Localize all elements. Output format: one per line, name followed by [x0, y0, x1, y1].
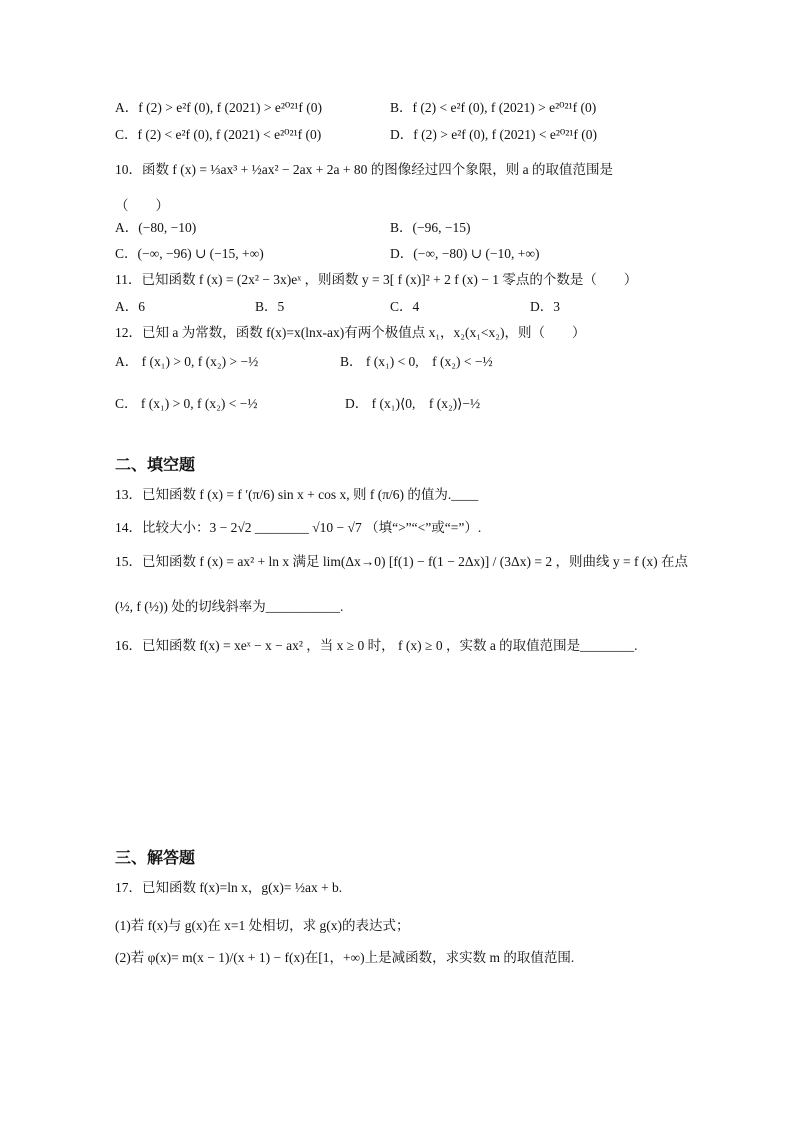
q9-option-a: A．f (2) > e²f (0), f (2021) > e²⁰²¹f (0) — [115, 100, 323, 115]
q14: 14．比较大小：3 − 2√2 ________ √10 − √7 （填“>”“<”或“=”）. — [115, 520, 482, 535]
q12-option-a: A． f (x₁) > 0, f (x₂) > −½ — [115, 354, 259, 369]
q9-option-c: C．f (2) < e²f (0), f (2021) < e²⁰²¹f (0) — [115, 127, 322, 142]
q10-option-b: B．(−96, −15) — [390, 220, 471, 235]
section-fill-in-title: 二、填空题 — [115, 455, 196, 474]
q10-option-a: A．(−80, −10) — [115, 220, 197, 235]
q17-part2: (2)若 φ(x)= m(x − 1)/(x + 1) − f(x)在[1，+∞)上是减函数，求实数 m 的取值范围. — [115, 950, 575, 965]
q10-option-c: C．(−∞, −96) ∪ (−15, +∞) — [115, 246, 264, 261]
q11-option-c: C．4 — [390, 299, 420, 314]
q15-line1: 15．已知函数 f (x) = ax² + ln x 满足 lim(Δx→0) [f(1) − f(1 − 2Δx)] / (3Δx) = 2 ，则曲线 y = f (x) 在点 — [115, 554, 688, 569]
q15-line2: (½, f (½)) 处的切线斜率为___________. — [115, 599, 344, 614]
q12-option-b: B． f (x₁) < 0, f (x₂) < −½ — [340, 354, 493, 369]
q9-option-d: D．f (2) > e²f (0), f (2021) < e²⁰²¹f (0) — [390, 127, 598, 142]
q17-part1: (1)若 f(x)与 g(x)在 x=1 处相切，求 g(x)的表达式； — [115, 918, 410, 933]
q12-option-d: D． f (x₁)⟨0, f (x₂)⟩−½ — [345, 396, 481, 411]
q12-stem: 12．已知 a 为常数，函数 f(x)=x(lnx-ax)有两个极值点 x₁，x₂(x₁<x₂)，则（ ） — [115, 325, 586, 340]
section-solve-title: 三、解答题 — [115, 848, 196, 867]
q10-paren: （ ） — [115, 198, 169, 213]
q11-option-d: D．3 — [530, 299, 560, 314]
q10-stem: 10．函数 f (x) = ⅓ax³ + ½ax² − 2ax + 2a + 80 的图像经过四个象限，则 a 的取值范围是 — [115, 162, 613, 177]
q12-option-c: C． f (x₁) > 0, f (x₂) < −½ — [115, 396, 258, 411]
q17-stem: 17．已知函数 f(x)=ln x，g(x)= ½ax + b. — [115, 880, 343, 895]
q11-option-b: B．5 — [255, 299, 285, 314]
q10-option-d: D．(−∞, −80) ∪ (−10, +∞) — [390, 246, 540, 261]
q11-option-a: A．6 — [115, 299, 145, 314]
q13: 13．已知函数 f (x) = f ′(π/6) sin x + cos x, 则 f (π/6) 的值为.____ — [115, 487, 479, 502]
q11-stem: 11．已知函数 f (x) = (2x² − 3x)eˣ ，则函数 y = 3[ f (x)]² + 2 f (x) − 1 零点的个数是（ ） — [115, 272, 638, 287]
q9-option-b: B．f (2) < e²f (0), f (2021) > e²⁰²¹f (0) — [390, 100, 597, 115]
q16: 16．已知函数 f(x) = xeˣ − x − ax² ，当 x ≥ 0 时， f (x) ≥ 0 ，实数 a 的取值范围是________. — [115, 638, 638, 653]
